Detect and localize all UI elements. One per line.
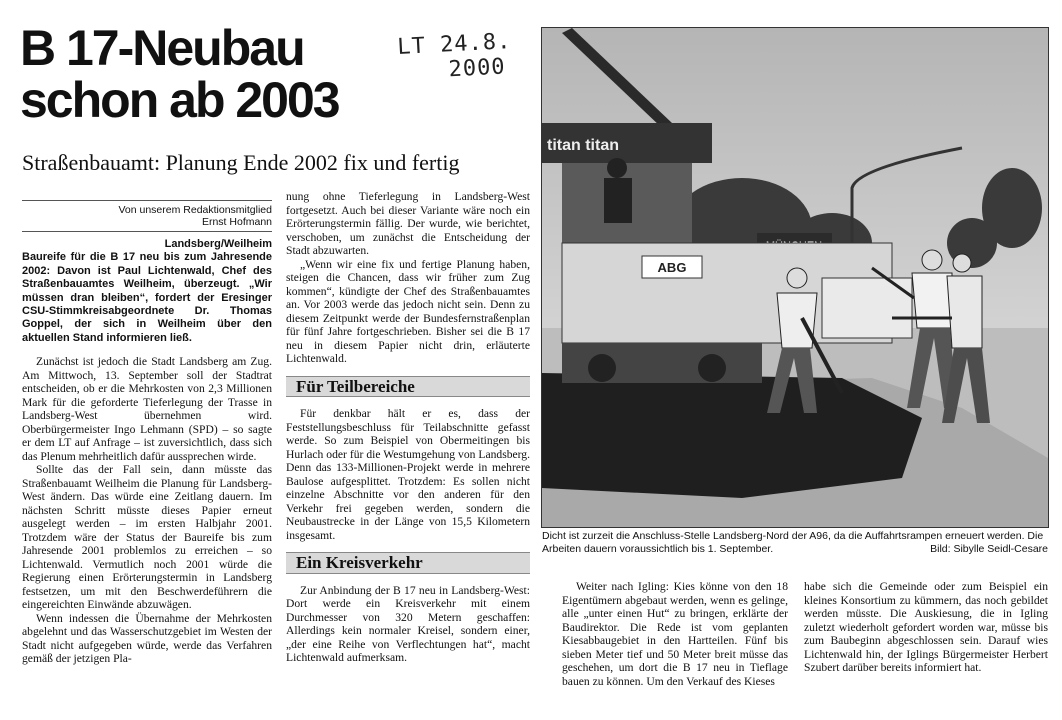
lead-text: Baureife für die B 17 neu bis zum Jahresende 2002: Davon ist Paul Lichtenwald, Chef des Straßenbauamtes Weilheim, überzeugt. „Wir müssen dran bleiben“, fordert der Eresinger CSU-Stimmkreisabgeordnete Dr. Thomas Goppel, der sich in Weilheim über den aktuellen Stand informieren ließ.	[22, 251, 272, 344]
paragraph: Zur Anbindung der B 17 neu in Landsberg-West: Dort werde ein Kreisverkehr mit einem Durchmesser von 320 Metern geschaffen: Allerdings kein normaler Kreisel, sondern einer, „der eine Reihe von Verflechtungen hat“, macht Lichtenwald aufmerksam.	[286, 583, 530, 664]
column-4	[804, 580, 1048, 675]
handwritten-note-line-2: 2000	[448, 54, 507, 83]
handwritten-note-line-1: LT 24.8.	[396, 29, 512, 60]
headline	[20, 22, 400, 126]
subtitle: Straßenbauamt: Planung Ende 2002 fix und fertig	[22, 150, 460, 175]
paragraph: habe sich die Gemeinde oder zum Beispiel ein kleines Konsortium zu kümmern, das noch gebildet werden müsste. Die Auskiesung, die in Igling zuletzt wiederholt gefordert worden war, müsse bis zum Baubeginn abgeschlossen sein. Darauf wies Lichtenwald hin, der Iglings Bürgermeister Herbert Szubert darüber bereits informiert hat.	[804, 580, 1048, 674]
fresh-asphalt	[542, 373, 922, 498]
byline-rule-bottom	[22, 231, 272, 232]
byline-line-1: Von unserem Redaktionsmitglied	[118, 204, 272, 216]
paragraph: Für denkbar hält er es, dass der Feststellungsbeschluss für Teilabschnitte gefasst werde. So zum Beispiel von Obermeitingen bis Hurlach oder für die Westumgehung von Landsberg. Denn das 133-Millionen-Projekt werde in mehrere Baulose aufgesplittet. Trotzdem: Es sollen nicht einzelne Abschnitte vor den anderen für den Verkehr frei gegeben werden, sondern die Neubaustrecke in der Länge von 15,5 Kilometern insgesamt.	[286, 407, 530, 542]
lead-paragraph	[22, 238, 272, 345]
photo-caption-text: Dicht ist zurzeit die Anschluss-Stelle Landsberg-Nord der A96, da die Auffahrtsrampen erneuert werden. Die Arbeiten dauern voraussichtlich bis 1. September.	[542, 530, 1044, 555]
lead-location: Landsberg/Weilheim	[164, 238, 272, 250]
handwritten-date-note	[397, 29, 513, 85]
column-1-body	[22, 355, 272, 666]
paver-brand-text: titan titan	[547, 137, 619, 154]
byline-rule-top	[22, 200, 272, 201]
byline	[22, 204, 272, 228]
paragraph: „Wenn wir eine fix und fertige Planung haben, steigen die Chancen, dass wir früher zum Zug kommen“, kündigte der Chef des Straßenbauamtes an. Vor 2003 werde das jedoch nicht sein. Denn zu diesem Zeitpunkt werde der Bundesfernstraßenplan für fünf Jahre fortgeschrieben. Bisher sei die B 17 neu in diesem Papier nicht drin, erläuterte Lichtenwald.	[286, 257, 530, 365]
section-heading-kreisverkehr: Ein Kreisverkehr	[286, 552, 530, 574]
section-heading-teilbereiche: Für Teilbereiche	[286, 376, 530, 398]
photo-credit: Bild: Sibylle Seidl-Cesare	[930, 542, 1048, 555]
paver-logo-text: ABG	[657, 260, 687, 275]
road-paving-illustration	[542, 28, 1048, 527]
column-3	[562, 580, 788, 688]
paragraph: Zunächst ist jedoch die Stadt Landsberg am Zug. Am Mittwoch, 13. September soll der Stadtrat entscheiden, ob er die Mehrkosten von 2,3 Millionen Mark für die geforderte Tieferlegung der Trasse in Landsberg-West übernehmen wird. Oberbürgermeister Ingo Lehmann (SPD) – so sagte er dem LT auf Anfrage – ist zuversichtlich, dass sich das Plenum mehrheitlich dafür aussprechen wirde.	[22, 355, 272, 463]
column-1	[22, 200, 272, 666]
headline-line-1: B 17-Neubau	[20, 20, 304, 76]
headline-line-2: schon ab 2003	[20, 72, 339, 128]
paragraph: Weiter nach Igling: Kies könne von den 18 Eigentümern abgebaut werden, wenn es gelinge, alle „unter einen Hut“ zu bringen, erklärte der Baudirektor. Die Rede ist vom geplanten Kiesabbaugebiet in den Hartteilen. Fünf bis sieben Meter tief und 50 Meter breit müsse das geschehen, um dort die B 17 neu in Tieflage bauen zu können. Um den Verkauf des Kieses	[562, 580, 788, 688]
construction-photo	[541, 27, 1049, 528]
paragraph: Sollte das der Fall sein, dann müsste das Straßenbauamt Weilheim die Planung für Landsberg-West ändern. Das würde eine Zeitlang dauern. Im nächsten Schritt müsste dieses Papier erneut ausgelegt werden – im ersten Halbjahr 2001. Trotzdem wäre der Status der Baureife bis zum Jahresende 2001 problemlos zu erreichen – so Lichtenwald. Vermutlich noch 2001 würde die Regierung einen Erörterungstermin in Landsberg festsetzen, um mit den Beschwerdeführern die eingereichten Einwände abzuwägen.	[22, 463, 272, 612]
paragraph: nung ohne Tieferlegung in Landsberg-West fortgesetzt. Auch bei dieser Variante wäre noch ein Erörterungstermin fällig. Der wurde, wie berichtet, verschoben, um zunächst die Entscheidung der Stadt abzuwarten.	[286, 190, 530, 257]
column-2	[286, 190, 530, 665]
photo-caption	[542, 530, 1048, 555]
paragraph: Wenn indessen die Übernahme der Mehrkosten abgelehnt und das Wasserschutzgebiet im Westen der Stadt nicht aufgegeben würde, werde das Verfahren gemäß der jetzigen Pla-	[22, 611, 272, 666]
byline-line-2: Ernst Hofmann	[201, 216, 272, 228]
